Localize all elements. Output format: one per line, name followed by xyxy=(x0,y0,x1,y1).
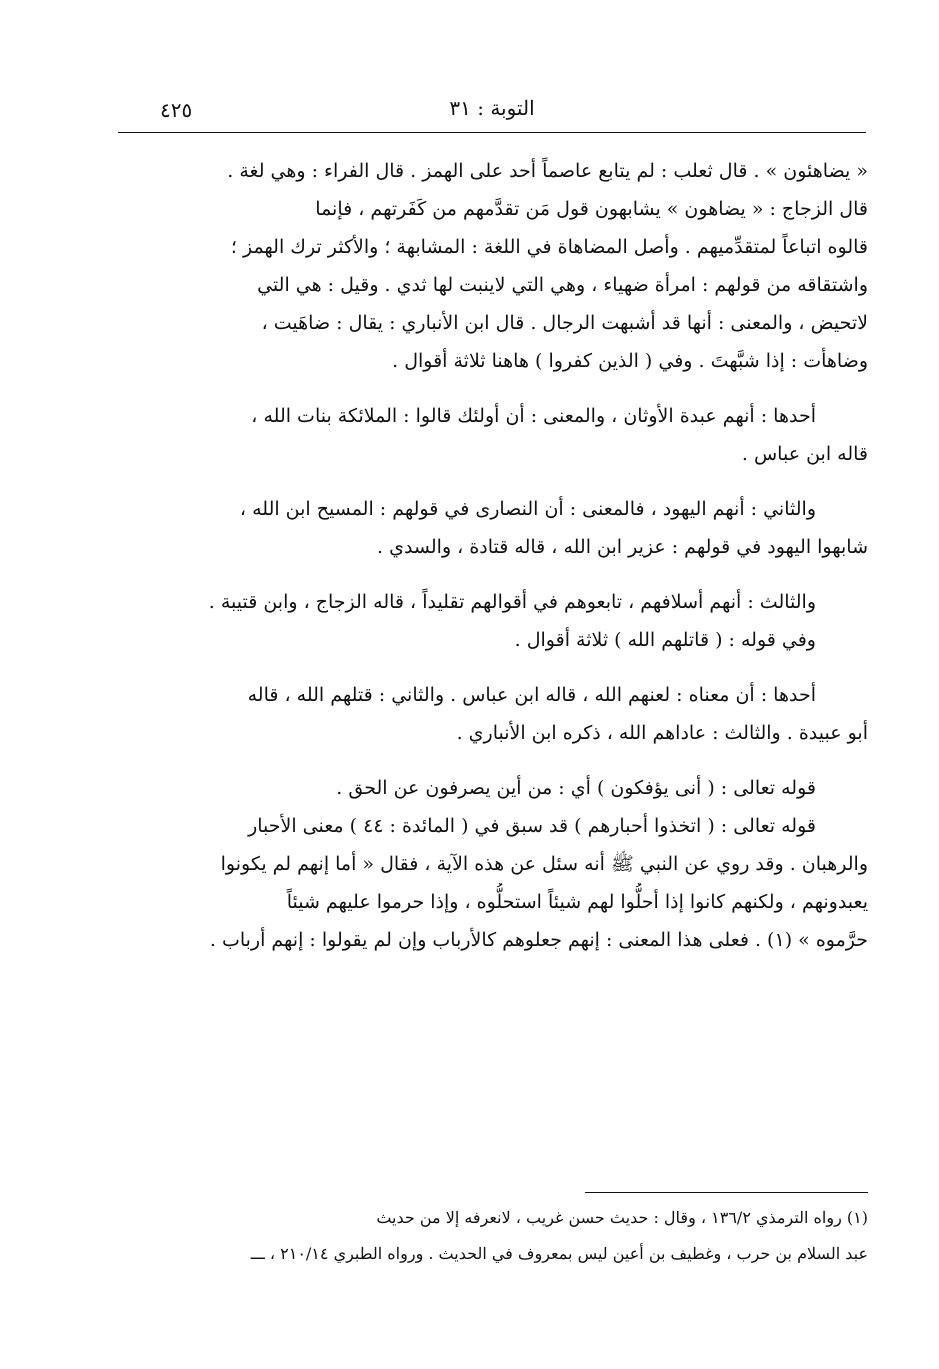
main-text xyxy=(120,152,868,959)
text-line: شابهوا اليهود في قولهم : عزير ابن الله ، قاله قتادة ، والسدي . xyxy=(377,536,868,558)
text-line: وضاهأت : إذا شبَّهتَ . وفي ( الذين كفروا ) هاهنا ثلاثة أقوال . xyxy=(392,350,868,372)
text-line: قوله تعالى : ( أنى يؤفكون ) أي : من أين يصرفون عن الحق . xyxy=(336,777,816,799)
footnote-line: (١) رواه الترمذي ١٣٦/٢ ، وقال : حديث حسن غريب ، لانعرفه إلا من حديث xyxy=(376,1208,868,1227)
footnote-divider xyxy=(585,1192,868,1193)
text-line: لاتحيض ، والمعنى : أنها قد أشبهت الرجال . قال ابن الأنباري : يقال : ضاهَيت ، xyxy=(261,312,868,334)
text-line: يعبدونهم ، ولكنهم كانوا إذا أحلُّوا لهم شيئاً استحلُّوه ، وإذا حرموا عليهم شيئاً xyxy=(286,891,868,913)
text-line: قال الزجاج : « يضاهون » يشابهون قول مَن تقدَّمهم من كَفَرتهم ، فإنما xyxy=(315,198,868,220)
text-line: واشتقاقه من قولهم : امرأة ضهياء ، وهي التي لاينبت لها ثدي . وقيل : هي التي xyxy=(257,274,868,296)
text-line: والرهبان . وقد روي عن النبي ﷺ أنه سئل عن هذه الآية ، فقال « أما إنهم لم يكونوا xyxy=(220,853,868,875)
page-number: ٤٢٥ xyxy=(160,98,193,122)
text-line: قاله ابن عباس . xyxy=(741,443,868,465)
footnote-line: عبد السلام بن حرب ، وغطيف بن أعين ليس بمعروف في الحديث . ورواه الطبري ٢١٠/١٤ ، ـــ xyxy=(250,1244,868,1263)
text-line: أبو عبيدة . والثالث : عاداهم الله ، ذكره ابن الأنباري . xyxy=(456,722,868,744)
text-line: وفي قوله : ( قاتلهم الله ) ثلاثة أقوال . xyxy=(514,629,816,651)
text-line: « يضاهئون » . قال ثعلب : لم يتابع عاصماً أحد على الهمز . قال الفراء : وهي لغة . xyxy=(227,160,868,182)
text-line: أحدها : أن معناه : لعنهم الله ، قاله ابن عباس . والثاني : قتلهم الله ، قاله xyxy=(247,684,816,706)
text-line: قالوه اتباعاً لمتقدِّميهم . وأصل المضاهاة في اللغة : المشابهة ؛ والأكثر ترك الهمز ؛ xyxy=(230,236,868,258)
running-title: التوبة : ٣١ xyxy=(449,96,535,120)
text-line: قوله تعالى : ( اتخذوا أحبارهم ) قد سبق في ( المائدة : ٤٤ ) معنى الأحبار xyxy=(248,815,816,837)
text-line: حرَّموه » (١) . فعلى هذا المعنى : إنهم جعلوهم كالأرباب وإن لم يقولوا : إنهم أرباب . xyxy=(209,929,868,951)
page-header xyxy=(118,92,866,133)
text-line: أحدها : أنهم عبدة الأوثان ، والمعنى : أن أولئك قالوا : الملائكة بنات الله ، xyxy=(251,405,816,427)
text-line: والثالث : أنهم أسلافهم ، تابعوهم في أقوالهم تقليداً ، قاله الزجاج ، وابن قتيبة . xyxy=(208,591,816,613)
footnotes xyxy=(112,1200,868,1272)
text-line: والثاني : أنهم اليهود ، فالمعنى : أن النصارى في قولهم : المسيح ابن الله ، xyxy=(239,498,816,520)
